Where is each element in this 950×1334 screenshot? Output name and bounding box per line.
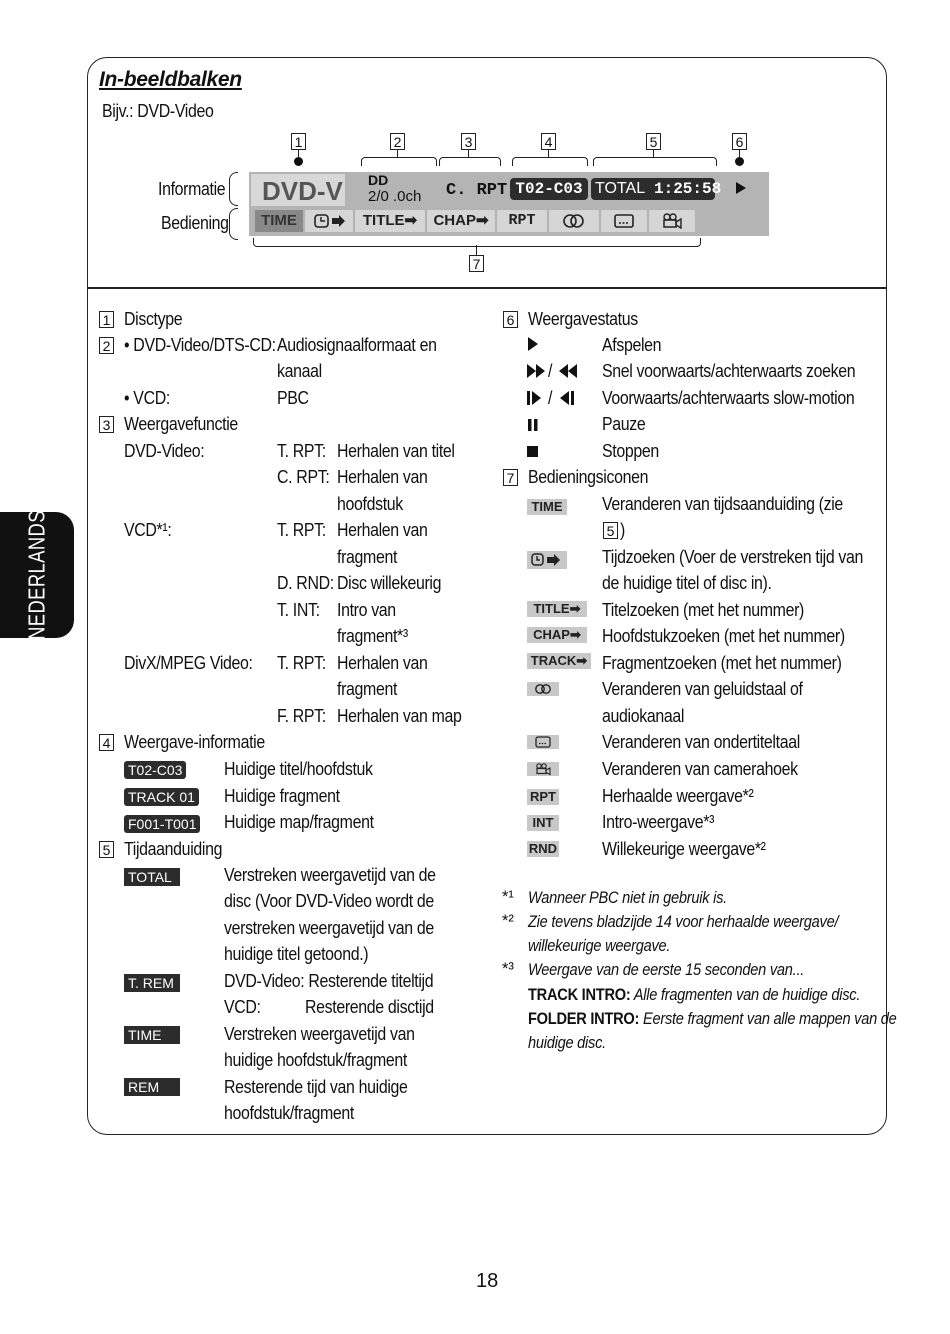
tag-trem: T. REM — [124, 974, 180, 992]
arrow-right-icon: ➡ — [404, 212, 418, 229]
frpt-desc: Herhalen van map — [337, 705, 462, 726]
osd-audio-button[interactable] — [549, 210, 599, 232]
osd-title-label: TITLE — [362, 212, 405, 229]
osd-time-button[interactable] — [255, 210, 303, 232]
arrow-right-icon: ➡ — [576, 653, 588, 668]
tag-t02-c03: T02-C03 — [124, 761, 186, 779]
tint-code: T. INT: — [277, 599, 320, 620]
icon-time-ref-num: 5 — [603, 522, 618, 539]
section-title: In-beeldbalken — [99, 68, 242, 91]
status-play-desc: Afspelen — [602, 334, 662, 355]
slow-separator: / — [548, 387, 553, 408]
folder-intro-desc-b: huidige disc. — [528, 1033, 606, 1052]
footnote-2-mark: *² — [502, 912, 514, 930]
time-desc-a: Verstreken weergavetijd van — [224, 1023, 415, 1044]
stop-icon — [527, 446, 539, 458]
divx-trpt-code: T. RPT: — [277, 652, 326, 673]
icon-title — [527, 601, 587, 617]
callout-4: 4 — [541, 133, 556, 150]
bracket-4 — [512, 157, 588, 166]
divx-trpt-desc-a: Herhalen van — [337, 652, 428, 673]
vcd-trpt-desc-b: fragment — [337, 546, 398, 567]
bracket-line-4 — [548, 150, 549, 158]
item-4-desc3: Huidige map/fragment — [224, 811, 374, 832]
item-2-desc2: PBC — [277, 387, 309, 408]
item-4-label: Weergave-informatie — [124, 731, 265, 752]
icon-time: TIME — [527, 499, 567, 515]
item-7-label: Bedieningsiconen — [528, 466, 649, 487]
total-desc-d: huidige titel getoond.) — [224, 943, 369, 964]
item-1-label: Disctype — [124, 308, 183, 329]
audio-channels: 2/0 .0ch — [368, 188, 422, 205]
item-4-desc1: Huidige titel/hoofdstuk — [224, 758, 373, 779]
slow-forward-icon — [527, 391, 543, 405]
footnote-3-track — [528, 985, 860, 1005]
tint-desc-a: Intro van — [337, 599, 396, 620]
osd-chap-button[interactable] — [427, 210, 495, 232]
tag-track: TRACK 01 — [124, 788, 199, 806]
callout-line-1 — [298, 150, 299, 158]
footnote-1-mark: *¹ — [502, 888, 514, 906]
item-2-desc1b: kanaal — [277, 360, 322, 381]
trpt-code: T. RPT: — [277, 440, 326, 461]
item-2-bullet2: • VCD: — [124, 387, 170, 408]
osd-rpt-button[interactable] — [497, 210, 547, 232]
total-desc-a: Verstreken weergavetijd van de — [224, 864, 436, 885]
arrow-right-icon: ➡ — [475, 212, 489, 229]
icon-chap — [527, 627, 587, 643]
item-4-num: 4 — [99, 734, 114, 751]
trem-desc-b: Resterende disctijd — [305, 996, 434, 1017]
status-search-desc: Snel voorwaarts/achterwaarts zoeken — [602, 360, 856, 381]
divx-trpt-desc-b: fragment — [337, 678, 398, 699]
subtitle-icon — [609, 210, 639, 232]
time-search-icon — [309, 210, 349, 232]
rem-desc-a: Resterende tijd van huidige — [224, 1076, 408, 1097]
item-5-num: 5 — [99, 841, 114, 858]
icon-angle-desc: Veranderen van camerahoek — [602, 758, 798, 779]
icon-chap-label: CHAP — [533, 627, 570, 642]
osd-angle-button[interactable] — [649, 210, 695, 232]
item-6-label: Weergavestatus — [528, 308, 638, 329]
callout-line-6 — [739, 150, 740, 158]
osd-title-button[interactable] — [355, 210, 425, 232]
icon-audio — [527, 682, 559, 696]
trem-desc-a: DVD-Video: Resterende titeltijd — [224, 970, 434, 991]
play-icon — [527, 337, 539, 351]
trpt-desc: Herhalen van titel — [337, 440, 455, 461]
tag-folder-track: F001-T001 — [124, 815, 200, 833]
slow-reverse-icon — [559, 391, 575, 405]
play-icon — [735, 181, 747, 195]
audio-icon — [559, 210, 589, 232]
subtitle-icon — [527, 735, 559, 749]
camera-angle-icon — [657, 210, 687, 232]
icon-rpt: RPT — [527, 789, 559, 805]
arrow-right-icon: ➡ — [569, 627, 581, 642]
repeat-mode: C. RPT — [446, 181, 508, 200]
item-1-num: 1 — [99, 311, 114, 328]
icon-rnd-desc: Willekeurige weergave*² — [602, 838, 766, 859]
pause-icon — [527, 419, 539, 431]
frpt-code: F. RPT: — [277, 705, 326, 726]
footnote-1: Wanneer PBC niet in gebruik is. — [528, 888, 727, 907]
tag-time: TIME — [124, 1026, 180, 1044]
item-5-label: Tijdaanduiding — [124, 838, 223, 859]
icon-audio-desc-a: Veranderen van geluidstaal of — [602, 678, 803, 699]
page-number: 18 — [476, 1270, 499, 1292]
status-pause-desc: Pauze — [602, 413, 646, 434]
icon-track — [527, 653, 591, 669]
fast-forward-icon — [527, 364, 547, 378]
rem-desc-b: hoofdstuk/fragment — [224, 1102, 355, 1123]
icon-title-desc: Titelzoeken (met het nummer) — [602, 599, 804, 620]
tag-rem: REM — [124, 1078, 180, 1096]
control-row-label: Bediening — [161, 212, 229, 233]
track-intro-label: TRACK INTRO: — [528, 985, 631, 1004]
dvd-video-label: DVD-Video: — [124, 440, 205, 461]
section-divider — [88, 287, 886, 289]
crpt-desc-a: Herhalen van — [337, 466, 428, 487]
footnote-3-folder — [528, 1009, 896, 1029]
control-brace — [229, 208, 238, 240]
icon-chap-desc: Hoofdstukzoeken (met het nummer) — [602, 625, 845, 646]
item-2-desc1a: Audiosignaalformaat en — [277, 334, 437, 355]
ff-separator: / — [548, 360, 553, 381]
item-2-bullet1: • DVD-Video/DTS-CD: — [124, 334, 276, 355]
callout-3: 3 — [461, 133, 476, 150]
icon-subtitle — [527, 735, 559, 749]
footnote-3-mark: *³ — [502, 960, 514, 978]
arrow-right-icon: ➡ — [569, 601, 581, 616]
camera-angle-icon — [527, 762, 559, 776]
callout-1: 1 — [291, 133, 306, 150]
side-tab-label: NEDERLANDS — [23, 510, 50, 640]
footnote-3: Weergave van de eerste 15 seconden van... — [528, 960, 805, 979]
time-label: TOTAL — [595, 180, 646, 197]
folder-intro-desc: Eerste fragment van alle mappen van de — [639, 1009, 897, 1028]
icon-rnd: RND — [528, 841, 558, 856]
osd-time-label: TIME — [261, 212, 297, 229]
divx-label: DivX/MPEG Video: — [124, 652, 253, 673]
bracket-line-7 — [476, 245, 477, 255]
osd-rpt-label: RPT — [508, 212, 536, 229]
time-value: 1:25:58 — [654, 180, 722, 198]
item-3-num: 3 — [99, 416, 114, 433]
bracket-line-5 — [653, 150, 654, 158]
example-label: Bijv.: DVD-Video — [102, 100, 214, 121]
callout-6: 6 — [732, 133, 747, 150]
icon-audio-desc-b: audiokanaal — [602, 705, 685, 726]
item-6-num: 6 — [503, 311, 518, 328]
trem-vcd-label: VCD: — [224, 996, 261, 1017]
time-desc-b: huidige hoofdstuk/fragment — [224, 1049, 407, 1070]
icon-int-desc: Intro-weergave*³ — [602, 811, 715, 832]
info-row-label: Informatie — [158, 178, 226, 199]
icon-time-search — [527, 551, 567, 569]
item-7-num: 7 — [503, 469, 518, 486]
icon-int: INT — [527, 815, 559, 831]
osd-subtitle-button[interactable] — [601, 210, 647, 232]
icon-time-desc-b: ) — [620, 519, 625, 540]
callout-5: 5 — [646, 133, 661, 150]
dolby-logo: DD — [368, 172, 389, 188]
osd-time-search-button[interactable] — [305, 210, 353, 232]
bracket-5 — [593, 157, 717, 166]
callout-7: 7 — [469, 255, 484, 272]
disc-type: DVD-V — [262, 176, 343, 206]
track-intro-desc: Alle fragmenten van de huidige disc. — [630, 985, 861, 1004]
icon-subtitle-desc: Veranderen van ondertiteltaal — [602, 731, 800, 752]
icon-title-label: TITLE — [533, 601, 570, 616]
icon-time-desc-a: Veranderen van tijdsaanduiding (zie — [602, 493, 843, 514]
bracket-2 — [361, 157, 437, 166]
vcd-trpt-code: T. RPT: — [277, 519, 326, 540]
bracket-line-2 — [397, 150, 398, 158]
tag-total: TOTAL — [124, 868, 180, 886]
icon-track-desc: Fragmentzoeken (met het nummer) — [602, 652, 842, 673]
status-stop-desc: Stoppen — [602, 440, 659, 461]
drnd-code: D. RND: — [277, 572, 334, 593]
callout-dot-1 — [294, 157, 303, 166]
status-slow-desc: Voorwaarts/achterwaarts slow-motion — [602, 387, 855, 408]
audio-icon — [527, 682, 559, 696]
callout-dot-6 — [735, 157, 744, 166]
bracket-line-3 — [468, 150, 469, 158]
side-language-tab — [0, 512, 74, 638]
drnd-desc: Disc willekeurig — [337, 572, 442, 593]
crpt-code: C. RPT: — [277, 466, 330, 487]
time-search-icon — [527, 551, 567, 569]
item-3-label: Weergavefunctie — [124, 413, 238, 434]
icon-time-search-desc-a: Tijdzoeken (Voer de verstreken tijd van — [602, 546, 864, 567]
crpt-desc-b: hoofdstuk — [337, 493, 403, 514]
callout-2: 2 — [390, 133, 405, 150]
tint-desc-b: fragment*³ — [337, 625, 408, 646]
vcd-trpt-desc-a: Herhalen van — [337, 519, 428, 540]
vcd-label: VCD*¹: — [124, 519, 172, 540]
track-info: T02-C03 — [510, 178, 588, 200]
bracket-3 — [439, 157, 501, 166]
icon-time-search-desc-b: de huidige titel of disc in). — [602, 572, 772, 593]
item-2-num: 2 — [99, 337, 114, 354]
total-desc-b: disc (Voor DVD-Video wordt de — [224, 890, 434, 911]
rewind-icon — [559, 364, 579, 378]
osd-chap-label: CHAP — [433, 212, 476, 229]
icon-track-label: TRACK — [530, 653, 577, 668]
info-brace — [229, 172, 238, 206]
item-4-desc2: Huidige fragment — [224, 785, 340, 806]
footnote-2b: willekeurige weergave. — [528, 936, 671, 955]
folder-intro-label: FOLDER INTRO: — [528, 1009, 640, 1028]
icon-rpt-desc: Herhaalde weergave*² — [602, 785, 754, 806]
footnote-2a: Zie tevens bladzijde 14 voor herhaalde weergave/ — [528, 912, 839, 931]
icon-angle — [527, 762, 559, 776]
total-desc-c: verstreken weergavetijd van de — [224, 917, 434, 938]
